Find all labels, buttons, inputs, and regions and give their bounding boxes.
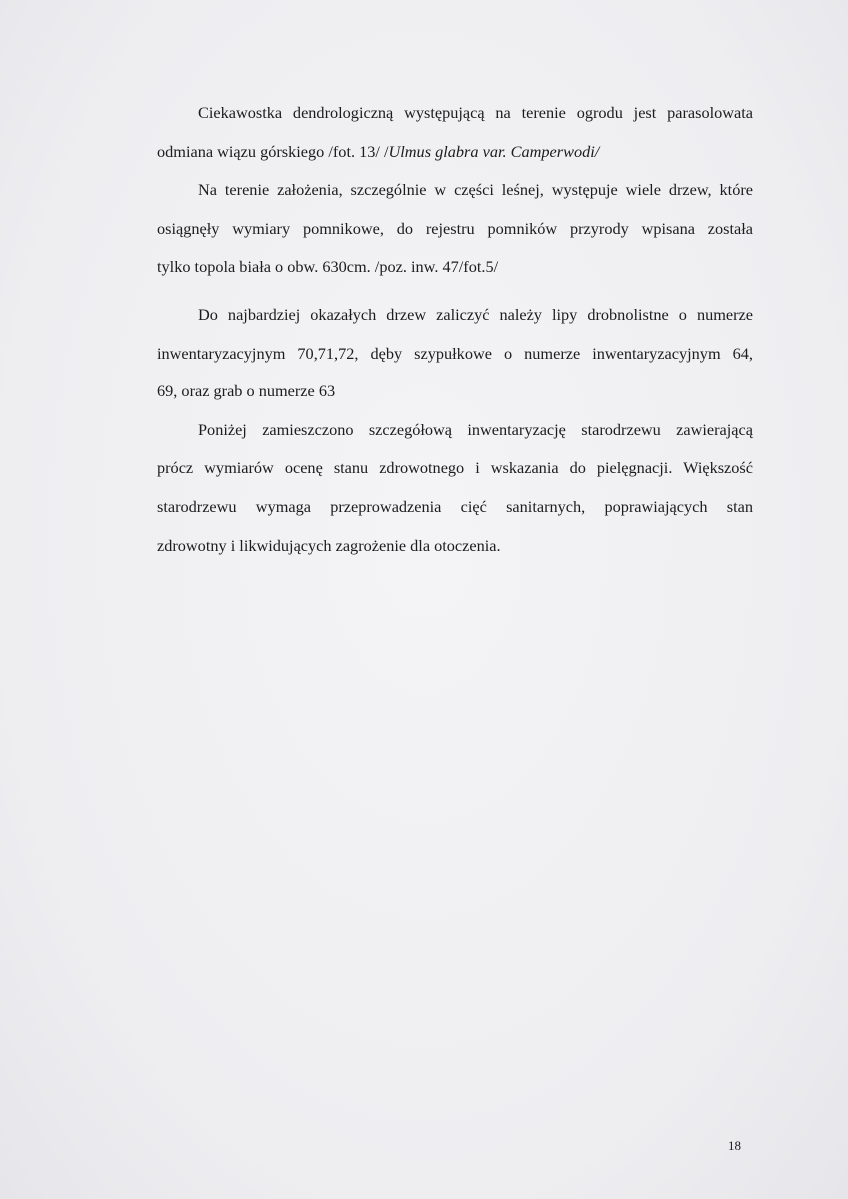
text-line — [157, 142, 753, 162]
latin-name: Ulmus glabra var. Camperwodi/ — [388, 142, 600, 161]
text-line: 69, oraz grab o numerze 63 — [157, 381, 336, 400]
text-line: inwentaryzacyjnym 70,71,72, dęby szypułkowe o numerze inwentaryzacyjnym 64, — [157, 344, 753, 363]
text-line: Poniżej zamieszczono szczegółową inwentaryzację starodrzewu zawierającą — [198, 420, 753, 439]
text-line: tylko topola biała o obw. 630cm. /poz. inw. 47/fot.5/ — [157, 257, 499, 276]
text-line: starodrzewu wymaga przeprowadzenia cięć sanitarnych, poprawiających stan — [157, 497, 753, 516]
text-line: osiągnęły wymiary pomnikowe, do rejestru pomników przyrody wpisana została — [157, 219, 753, 238]
page-number: 18 — [728, 1138, 741, 1153]
text-line: Do najbardziej okazałych drzew zaliczyć należy lipy drobnolistne o numerze — [198, 305, 753, 324]
text-line: prócz wymiarów ocenę stanu zdrowotnego i wskazania do pielęgnacji. Większość — [157, 458, 753, 477]
text-line: zdrowotny i likwidujących zagrożenie dla otoczenia. — [157, 536, 501, 555]
text-span: odmiana wiązu górskiego /fot. 13/ / — [157, 142, 389, 161]
text-line: Ciekawostka dendrologiczną występującą na terenie ogrodu jest parasolowata — [198, 103, 753, 122]
text-line: Na terenie założenia, szczególnie w części leśnej, występuje wiele drzew, które — [198, 180, 753, 199]
